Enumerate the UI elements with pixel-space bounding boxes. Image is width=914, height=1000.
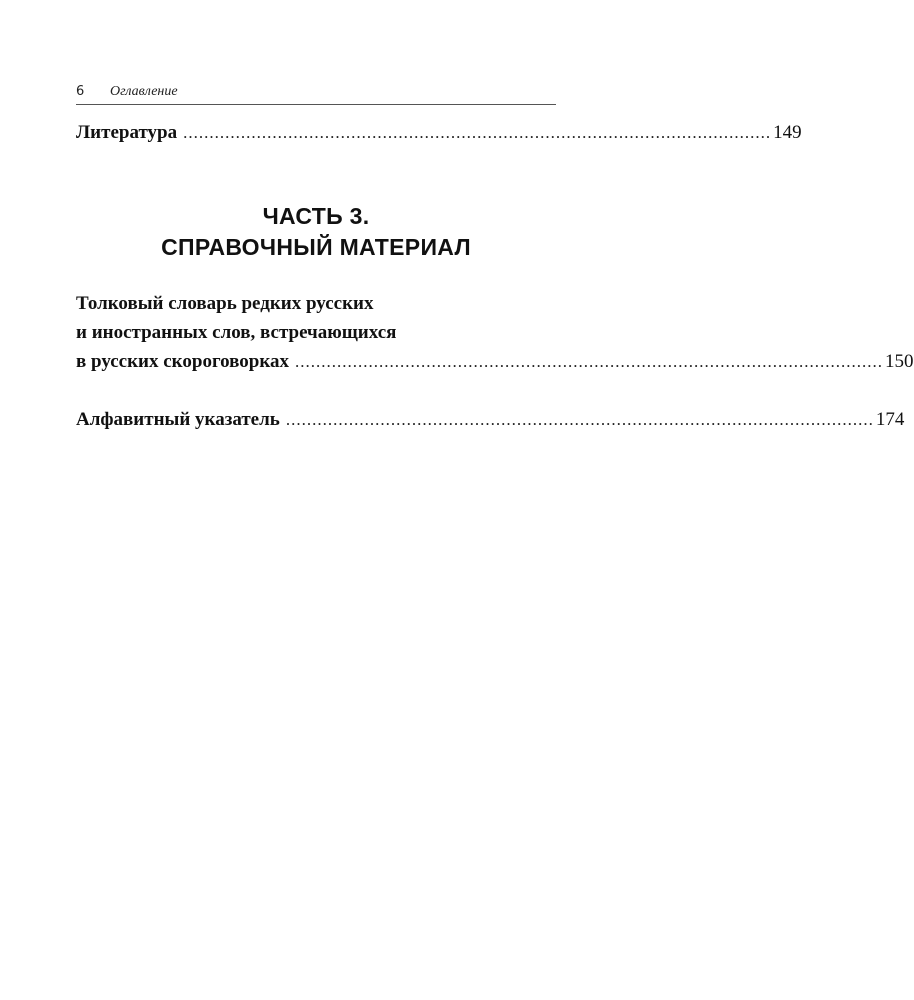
toc-entry-page: 174 [875, 409, 905, 430]
dot-leader: ................................................................................................................ [285, 410, 874, 429]
toc-entry-title-line-1: Толковый словарь редких русских [76, 293, 374, 314]
part-heading-line-2: СПРАВОЧНЫЙ МАТЕРИАЛ [161, 234, 471, 260]
running-head-title: Оглавление [110, 84, 178, 99]
toc-entry-title: Литература [76, 122, 178, 143]
part-heading-line-1: ЧАСТЬ 3. [262, 203, 370, 229]
running-head [76, 84, 556, 105]
toc-entry-title: Алфавитный указатель [76, 409, 280, 430]
part-heading [76, 201, 556, 263]
toc-line [76, 405, 905, 434]
toc-line [76, 118, 802, 147]
toc-entry-title-line-2: и иностранных слов, встречающихся [76, 322, 397, 343]
toc-entry-title-line-3: в русских скороговорках [76, 351, 289, 372]
toc-line [76, 347, 914, 376]
toc-entry-page: 150 [885, 351, 914, 372]
dot-leader: ................................................................................................................ [183, 123, 772, 142]
toc-entry-literature [76, 118, 802, 147]
toc-entry-index [76, 405, 905, 434]
dot-leader: ................................................................................................................ [295, 352, 883, 371]
page-number: 6 [76, 84, 85, 99]
toc-entry-dictionary [76, 289, 914, 376]
toc-entry-page: 149 [773, 122, 802, 143]
